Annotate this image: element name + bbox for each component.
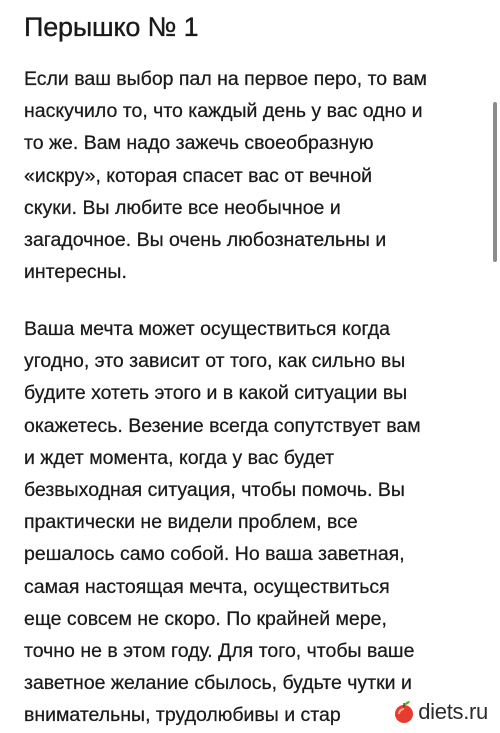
text-line: решалось само собой. Но ваша заветная, (24, 543, 405, 566)
text-line: Ваша мечта может осуществиться когда (24, 318, 390, 340)
text-line: будите хотеть этого и в какой ситуации вы (24, 382, 408, 405)
page-title: Перышко № 1 (24, 12, 199, 42)
text-line: наскучило то, что каждый день у вас одно и (24, 100, 423, 123)
text-line: загадочное. Вы очень любознательны и (24, 229, 387, 252)
text-line: «искру», которая спасет вас от вечной (24, 164, 373, 187)
site-watermark (389, 699, 492, 725)
apple-logo-icon (391, 699, 417, 725)
watermark-text: diets.ru (418, 699, 488, 724)
text-line: скуки. Вы любите все необычное и (24, 196, 341, 219)
text-line: безвыходная ситуация, чтобы помочь. Вы (24, 479, 405, 502)
text-line: самая настоящая мечта, осуществиться (24, 575, 390, 598)
paragraph-2 (24, 313, 421, 732)
text-line: угодно, это зависит от того, как сильно вы (24, 350, 406, 373)
text-line: заветное желание сбылось, будьте чутки и (24, 672, 412, 695)
text-line: интересны. (24, 261, 127, 284)
text-line: внимательны, трудолюбивы и стар (24, 704, 341, 727)
text-line: точно не в этом году. Для того, чтобы ваше (24, 640, 415, 663)
paragraph-1 (24, 63, 427, 288)
text-line: окажетесь. Везение всегда сопутствует вам (24, 414, 421, 437)
text-line: то же. Вам надо зажечь своеобразную (24, 132, 374, 155)
text-line: Если ваш выбор пал на первое перо, то вам (24, 68, 427, 90)
text-line: практически не видели проблем, все (24, 511, 358, 534)
text-line: еще совсем не скоро. По крайней мере, (24, 607, 387, 630)
text-line: и ждет момента, когда у вас будет (24, 446, 335, 469)
vertical-scrollbar[interactable] (493, 102, 497, 262)
